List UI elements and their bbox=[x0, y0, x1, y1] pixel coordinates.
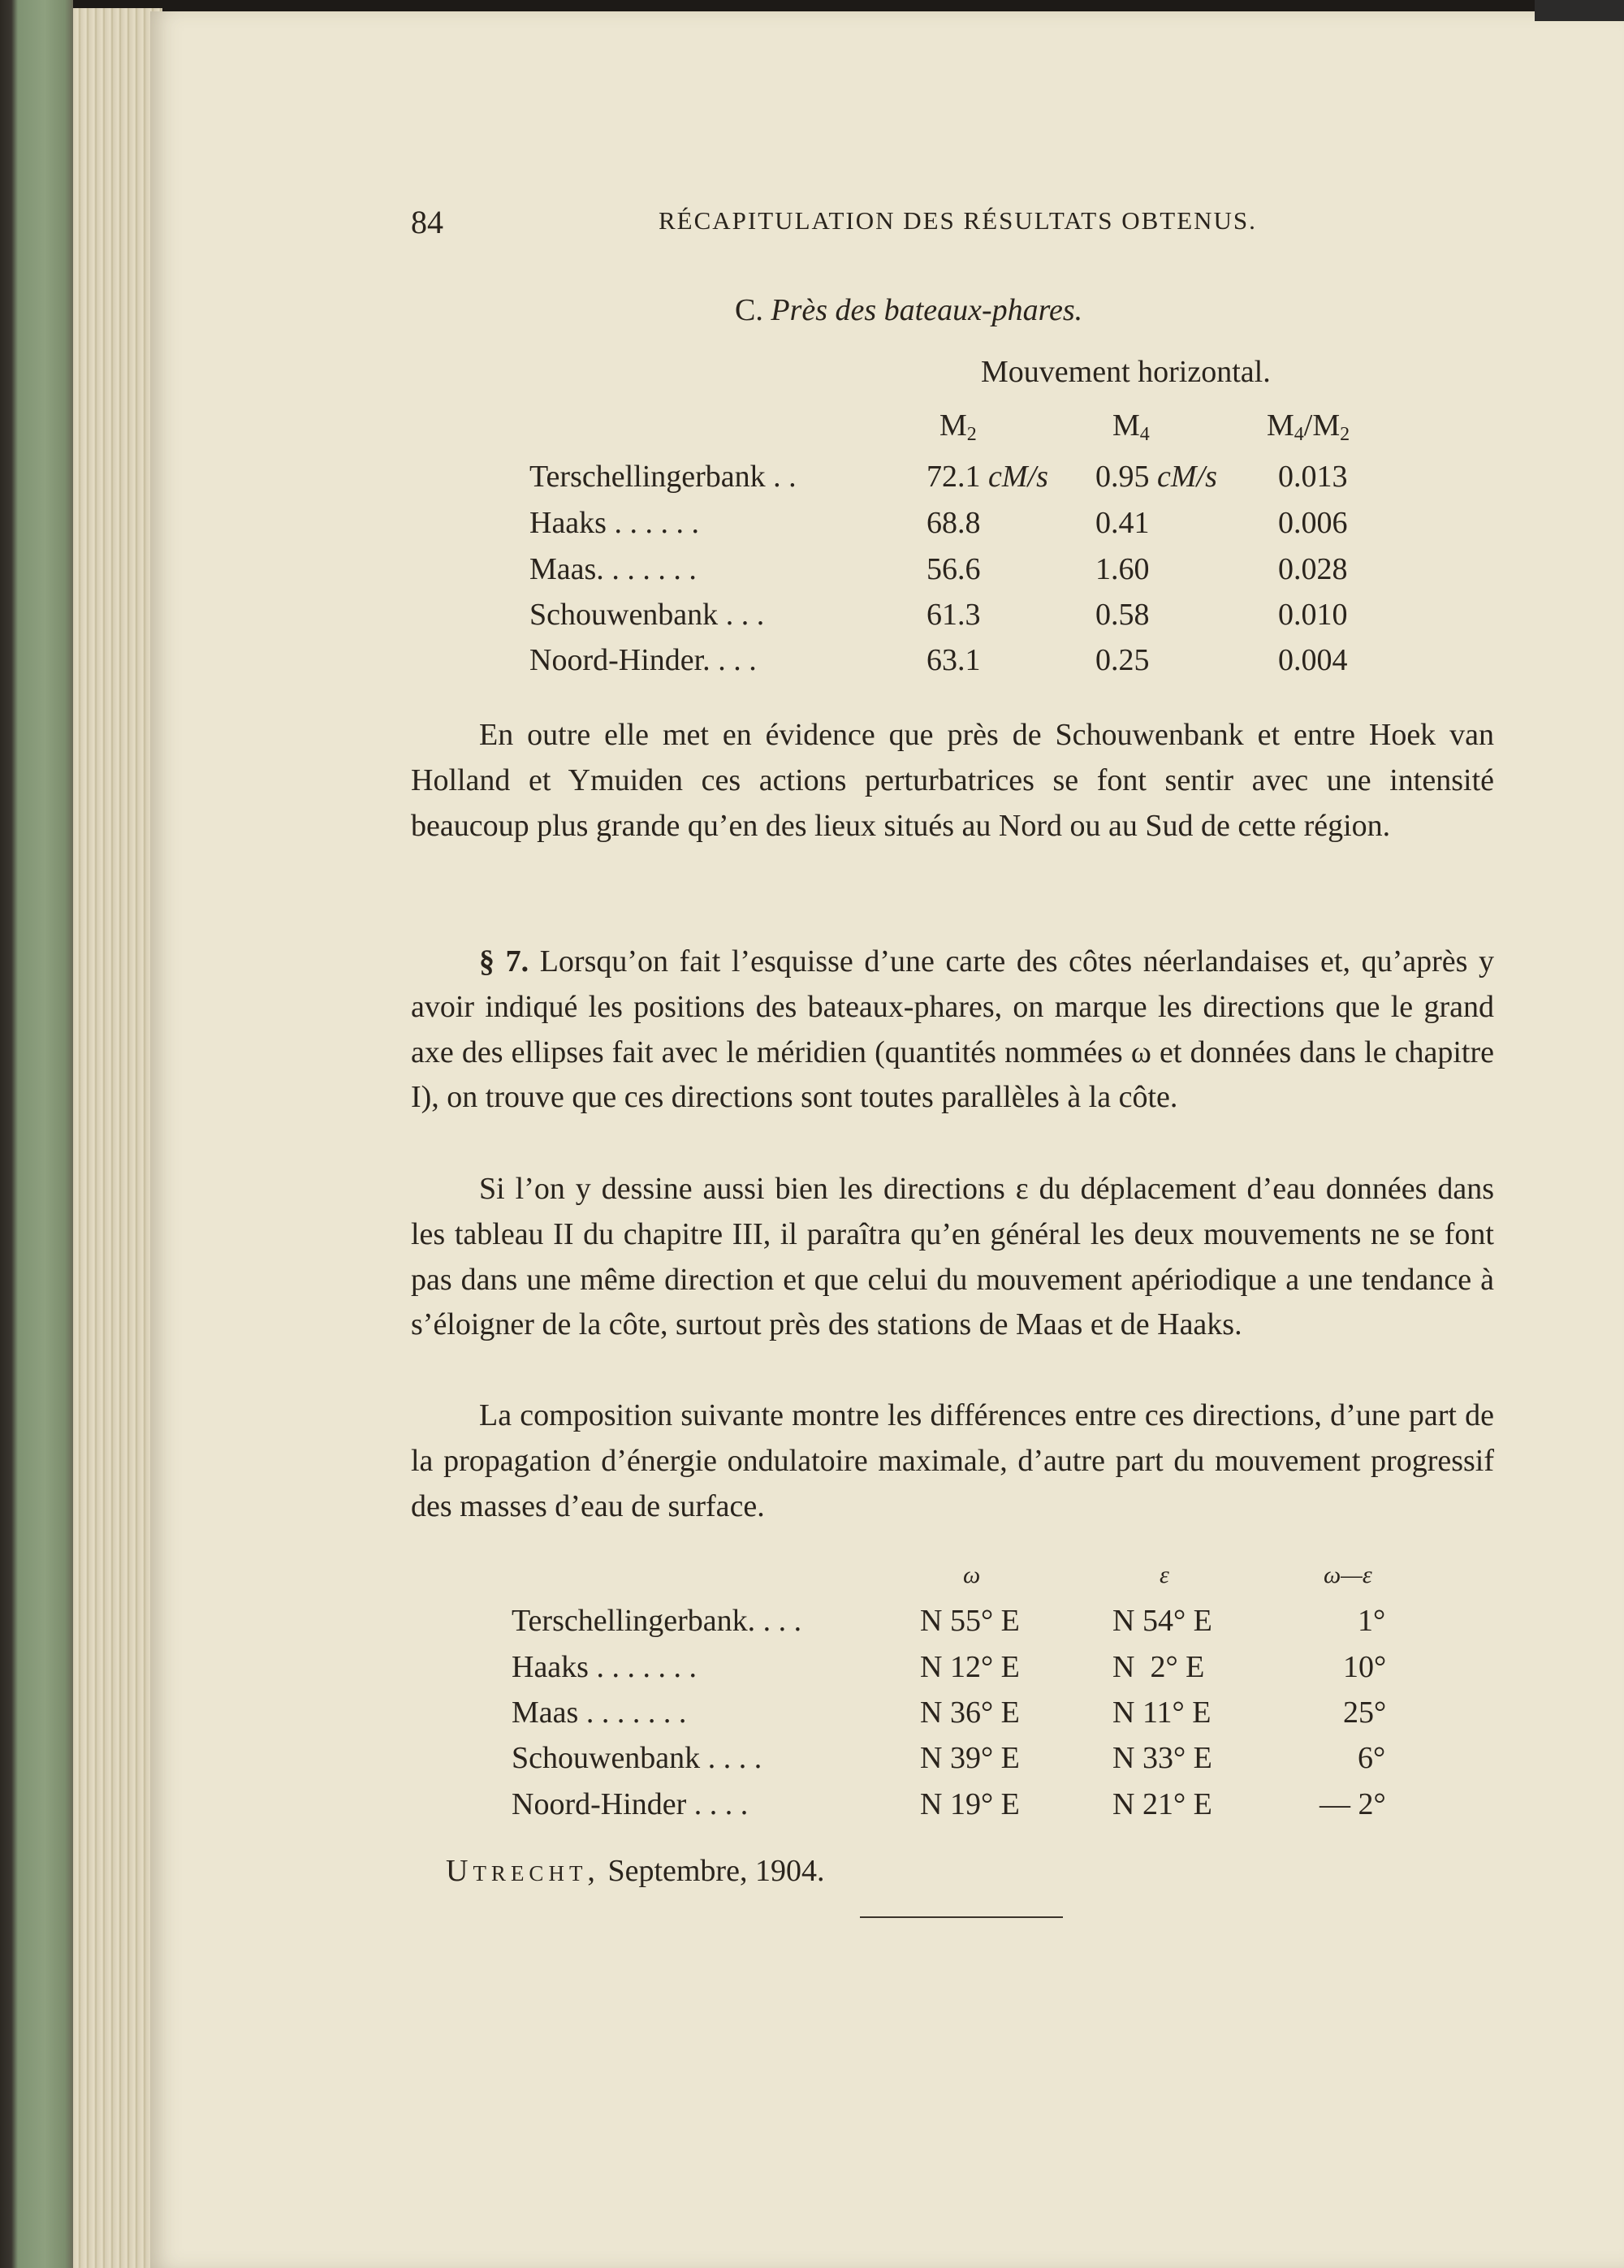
table2-epsilon: N 54° E bbox=[1112, 1604, 1212, 1638]
table2-epsilon: N 2° E bbox=[1112, 1650, 1205, 1684]
table1-caption: Mouvement horizontal. bbox=[981, 355, 1271, 389]
table2-epsilon: N 11° E bbox=[1112, 1696, 1212, 1730]
table1-ratio: 0.004 bbox=[1278, 643, 1348, 677]
closing-rule bbox=[860, 1916, 1063, 1918]
table2-omega: N 36° E bbox=[920, 1696, 1020, 1730]
table2-omega: N 12° E bbox=[920, 1650, 1020, 1684]
signature-line bbox=[446, 1853, 824, 1889]
table1-header-ratio: $M_4/M_2$ bbox=[1267, 408, 1350, 445]
table2-difference: — 2° bbox=[1320, 1787, 1386, 1821]
table1-m2: 56.6 bbox=[926, 552, 981, 586]
table-row: Noord-Hinder. . . . bbox=[529, 643, 757, 677]
table-row: Schouwenbank . . . . bbox=[512, 1741, 762, 1775]
table2-difference: 25° bbox=[1343, 1696, 1387, 1730]
table2-omega: N 39° E bbox=[920, 1741, 1020, 1775]
table-row: Maas . . . . . . . bbox=[512, 1696, 687, 1730]
section-label: C. bbox=[735, 293, 763, 327]
table1-ratio: 0.028 bbox=[1278, 552, 1348, 586]
table-row: Maas. . . . . . . bbox=[529, 552, 697, 586]
paragraph-4: La composition suivante montre les différences entre ces directions, d’une part de la propagation d’énergie ondulatoire maximale, d’autre part du mouvement progressif des masses d’eau de surface. bbox=[411, 1398, 1494, 1523]
table1-m4: 0.41 bbox=[1095, 506, 1150, 540]
page-edges bbox=[73, 8, 162, 2268]
page bbox=[150, 11, 1624, 2268]
table1-m2: 61.3 bbox=[926, 598, 981, 632]
table1-header-m2: $M_2$ bbox=[939, 408, 977, 445]
table1-m4: 1.60 bbox=[1095, 552, 1150, 586]
table-row: Terschellingerbank . . bbox=[529, 460, 797, 494]
table2-difference: 10° bbox=[1343, 1650, 1387, 1684]
paragraph-1: En outre elle met en évidence que près de Schouwenbank et entre Hoek van Holland et Ymuiden ces actions perturbatrices se font sentir avec une intensité beaucoup plus grande qu’en des lieux situés au Nord ou au Sud de cette région. bbox=[411, 718, 1494, 843]
table-row: Haaks . . . . . . . bbox=[512, 1650, 697, 1684]
table-row: Terschellingerbank. . . . bbox=[512, 1604, 802, 1638]
section-name: Près des bateaux-phares. bbox=[771, 293, 1083, 327]
table2-header-omega: ω bbox=[963, 1562, 981, 1588]
table2-difference: 1° bbox=[1358, 1604, 1386, 1638]
table2-difference: 6° bbox=[1358, 1741, 1386, 1775]
section-title bbox=[735, 292, 1082, 328]
running-title: RÉCAPITULATION DES RÉSULTATS OBTENUS. bbox=[659, 206, 1257, 235]
table2-epsilon: N 33° E bbox=[1112, 1741, 1212, 1775]
table1-ratio: 0.006 bbox=[1278, 506, 1348, 540]
table1-m4: 0.58 bbox=[1095, 598, 1150, 632]
table-row: Haaks . . . . . . bbox=[529, 506, 699, 540]
page-number: 84 bbox=[411, 204, 443, 240]
scan-corner bbox=[1535, 0, 1624, 21]
table2-omega: N 55° E bbox=[920, 1604, 1020, 1638]
table1-ratio: 0.010 bbox=[1278, 598, 1348, 632]
table1-m4: 0.95 cM/s bbox=[1095, 460, 1217, 494]
table2-header-epsilon: ε bbox=[1160, 1562, 1169, 1588]
paragraph-3: Si l’on y dessine aussi bien les directions ε du déplacement d’eau données dans les tableau II du chapitre III, il paraîtra qu’en général les deux mouvements ne se font pas dans une même direction et que celui du mouvement apériodique a une tendance à s’éloigner de la côte, surtout près des stations de Maas et de Haaks. bbox=[411, 1172, 1494, 1342]
table1-ratio: 0.013 bbox=[1278, 460, 1348, 494]
paragraph-2: § 7. Lorsqu’on fait l’esquisse d’une carte des côtes néerlandaises et, qu’après y avoir indiqué les positions des bateaux-phares, on marque les directions que le grand axe des ellipses fait avec le méridien (quantités nommées ω et données dans le chapitre I), on trouve que ces directions sont toutes parallèles à la côte. bbox=[411, 944, 1495, 1115]
table1-m2: 68.8 bbox=[926, 506, 981, 540]
table1-m2: 72.1 cM/s bbox=[926, 460, 1048, 494]
table-row: Noord-Hinder . . . . bbox=[512, 1787, 749, 1821]
table-row: Schouwenbank . . . bbox=[529, 598, 765, 632]
table1-m2: 63.1 bbox=[926, 643, 981, 677]
table1-header-m4: $M_4$ bbox=[1112, 408, 1150, 445]
book-cover-edge bbox=[0, 0, 73, 2268]
section-mark: § 7. bbox=[479, 944, 529, 978]
table2-epsilon: N 21° E bbox=[1112, 1787, 1212, 1821]
table2-omega: N 19° E bbox=[920, 1787, 1020, 1821]
signature-date: Septembre, 1904. bbox=[607, 1854, 825, 1888]
signature-city: Utrecht, bbox=[446, 1854, 600, 1888]
table2-header-difference: ω—ε bbox=[1324, 1562, 1372, 1588]
table1-m4: 0.25 bbox=[1095, 643, 1150, 677]
